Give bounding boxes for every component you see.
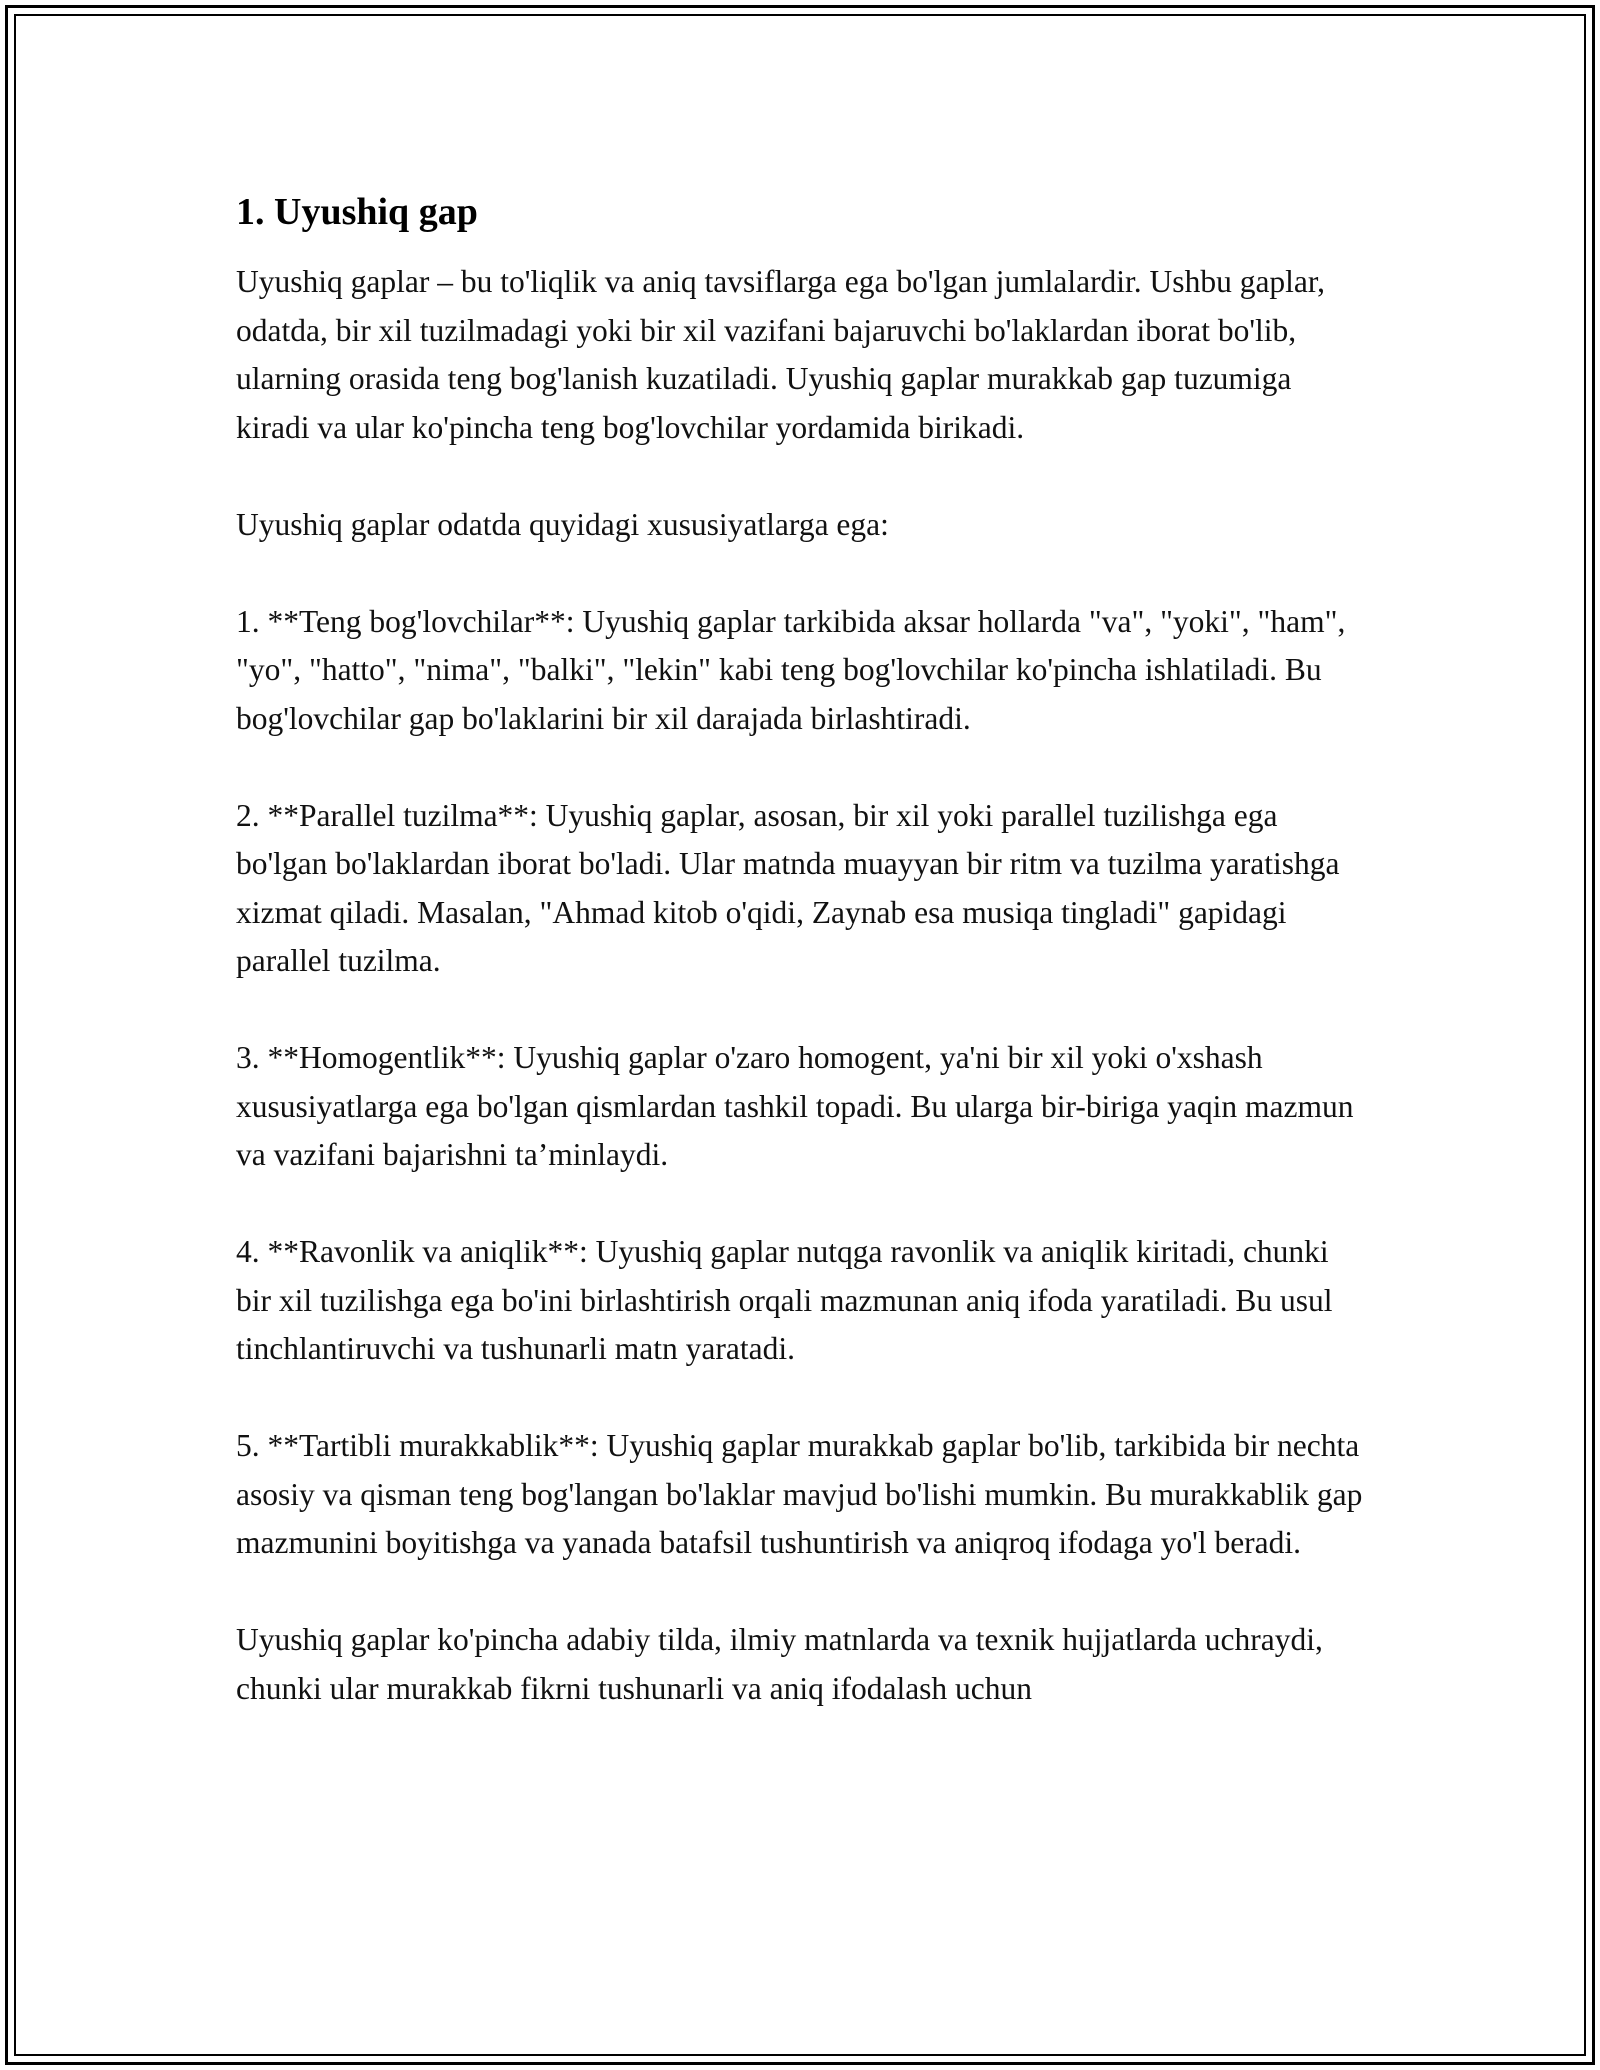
feature-item-2: 2. **Parallel tuzilma**: Uyushiq gaplar, asosan, bir xil yoki parallel tuzilishga ega bo'lgan bo'laklardan iborat bo'ladi. Ular matnda muayyan bir ritm va tuzilma yaratishga xizmat qiladi. Masalan, "Ahmad kitob o'qidi, Zaynab esa musiqa tingladi" gapidagi parallel tuzilma. xyxy=(236,797,1340,978)
feature-item-1: 1. **Teng bog'lovchilar**: Uyushiq gaplar tarkibida aksar hollarda "va", "yoki", "ham", "yo", "hatto", "nima", "balki", "lekin" kabi teng bog'lovchilar ko'pincha ishlatiladi. Bu bog'lovchilar gap bo'laklarini bir xil darajada birlashtiradi. xyxy=(236,603,1346,736)
features-lead-paragraph: Uyushiq gaplar odatda quyidagi xususiyatlarga ega: xyxy=(236,506,889,542)
document-body xyxy=(236,186,1366,1713)
intro-paragraph: Uyushiq gaplar – bu to'liqlik va aniq tavsiflarga ega bo'lgan jumlalardir. Ushbu gaplar, odatda, bir xil tuzilmadagi yoki bir xil vazifani bajaruvchi bo'laklardan iborat bo'lib, ularning orasida teng bog'lanish kuzatiladi. Uyushiq gaplar murakkab gap tuzumiga kiradi va ular ko'pincha teng bog'lovchilar yordamida birikadi. xyxy=(236,264,1326,445)
feature-item-3: 3. **Homogentlik**: Uyushiq gaplar o'zaro homogent, ya'ni bir xil yoki o'xshash xususiyatlarga ega bo'lgan qismlardan tashkil topadi. Bu ularga bir-biriga yaqin mazmun va vazifani bajarishni ta’minlaydi. xyxy=(236,1040,1354,1172)
closing-paragraph: Uyushiq gaplar ko'pincha adabiy tilda, ilmiy matnlarda va texnik hujjatlarda uchraydi, chunki ular murakkab fikrni tushunarli va aniq ifodalash uchun xyxy=(236,1622,1323,1706)
section-heading: 1. Uyushiq gap xyxy=(236,191,478,233)
feature-item-4: 4. **Ravonlik va aniqlik**: Uyushiq gaplar nutqga ravonlik va aniqlik kiritadi, chunki bir xil tuzilishga ega bo'ini birlashtirish orqali mazmunan aniq ifoda yaratiladi. Bu usul tinchlantiruvchi va tushunarli matn yaratadi. xyxy=(236,1234,1333,1366)
feature-item-5: 5. **Tartibli murakkablik**: Uyushiq gaplar murakkab gaplar bo'lib, tarkibida bir nechta asosiy va qisman teng bog'langan bo'laklar mavjud bo'lishi mumkin. Bu murakkablik gap mazmunini boyitishga va yanada batafsil tushuntirish va aniqroq ifodaga yo'l beradi. xyxy=(236,1428,1363,1560)
